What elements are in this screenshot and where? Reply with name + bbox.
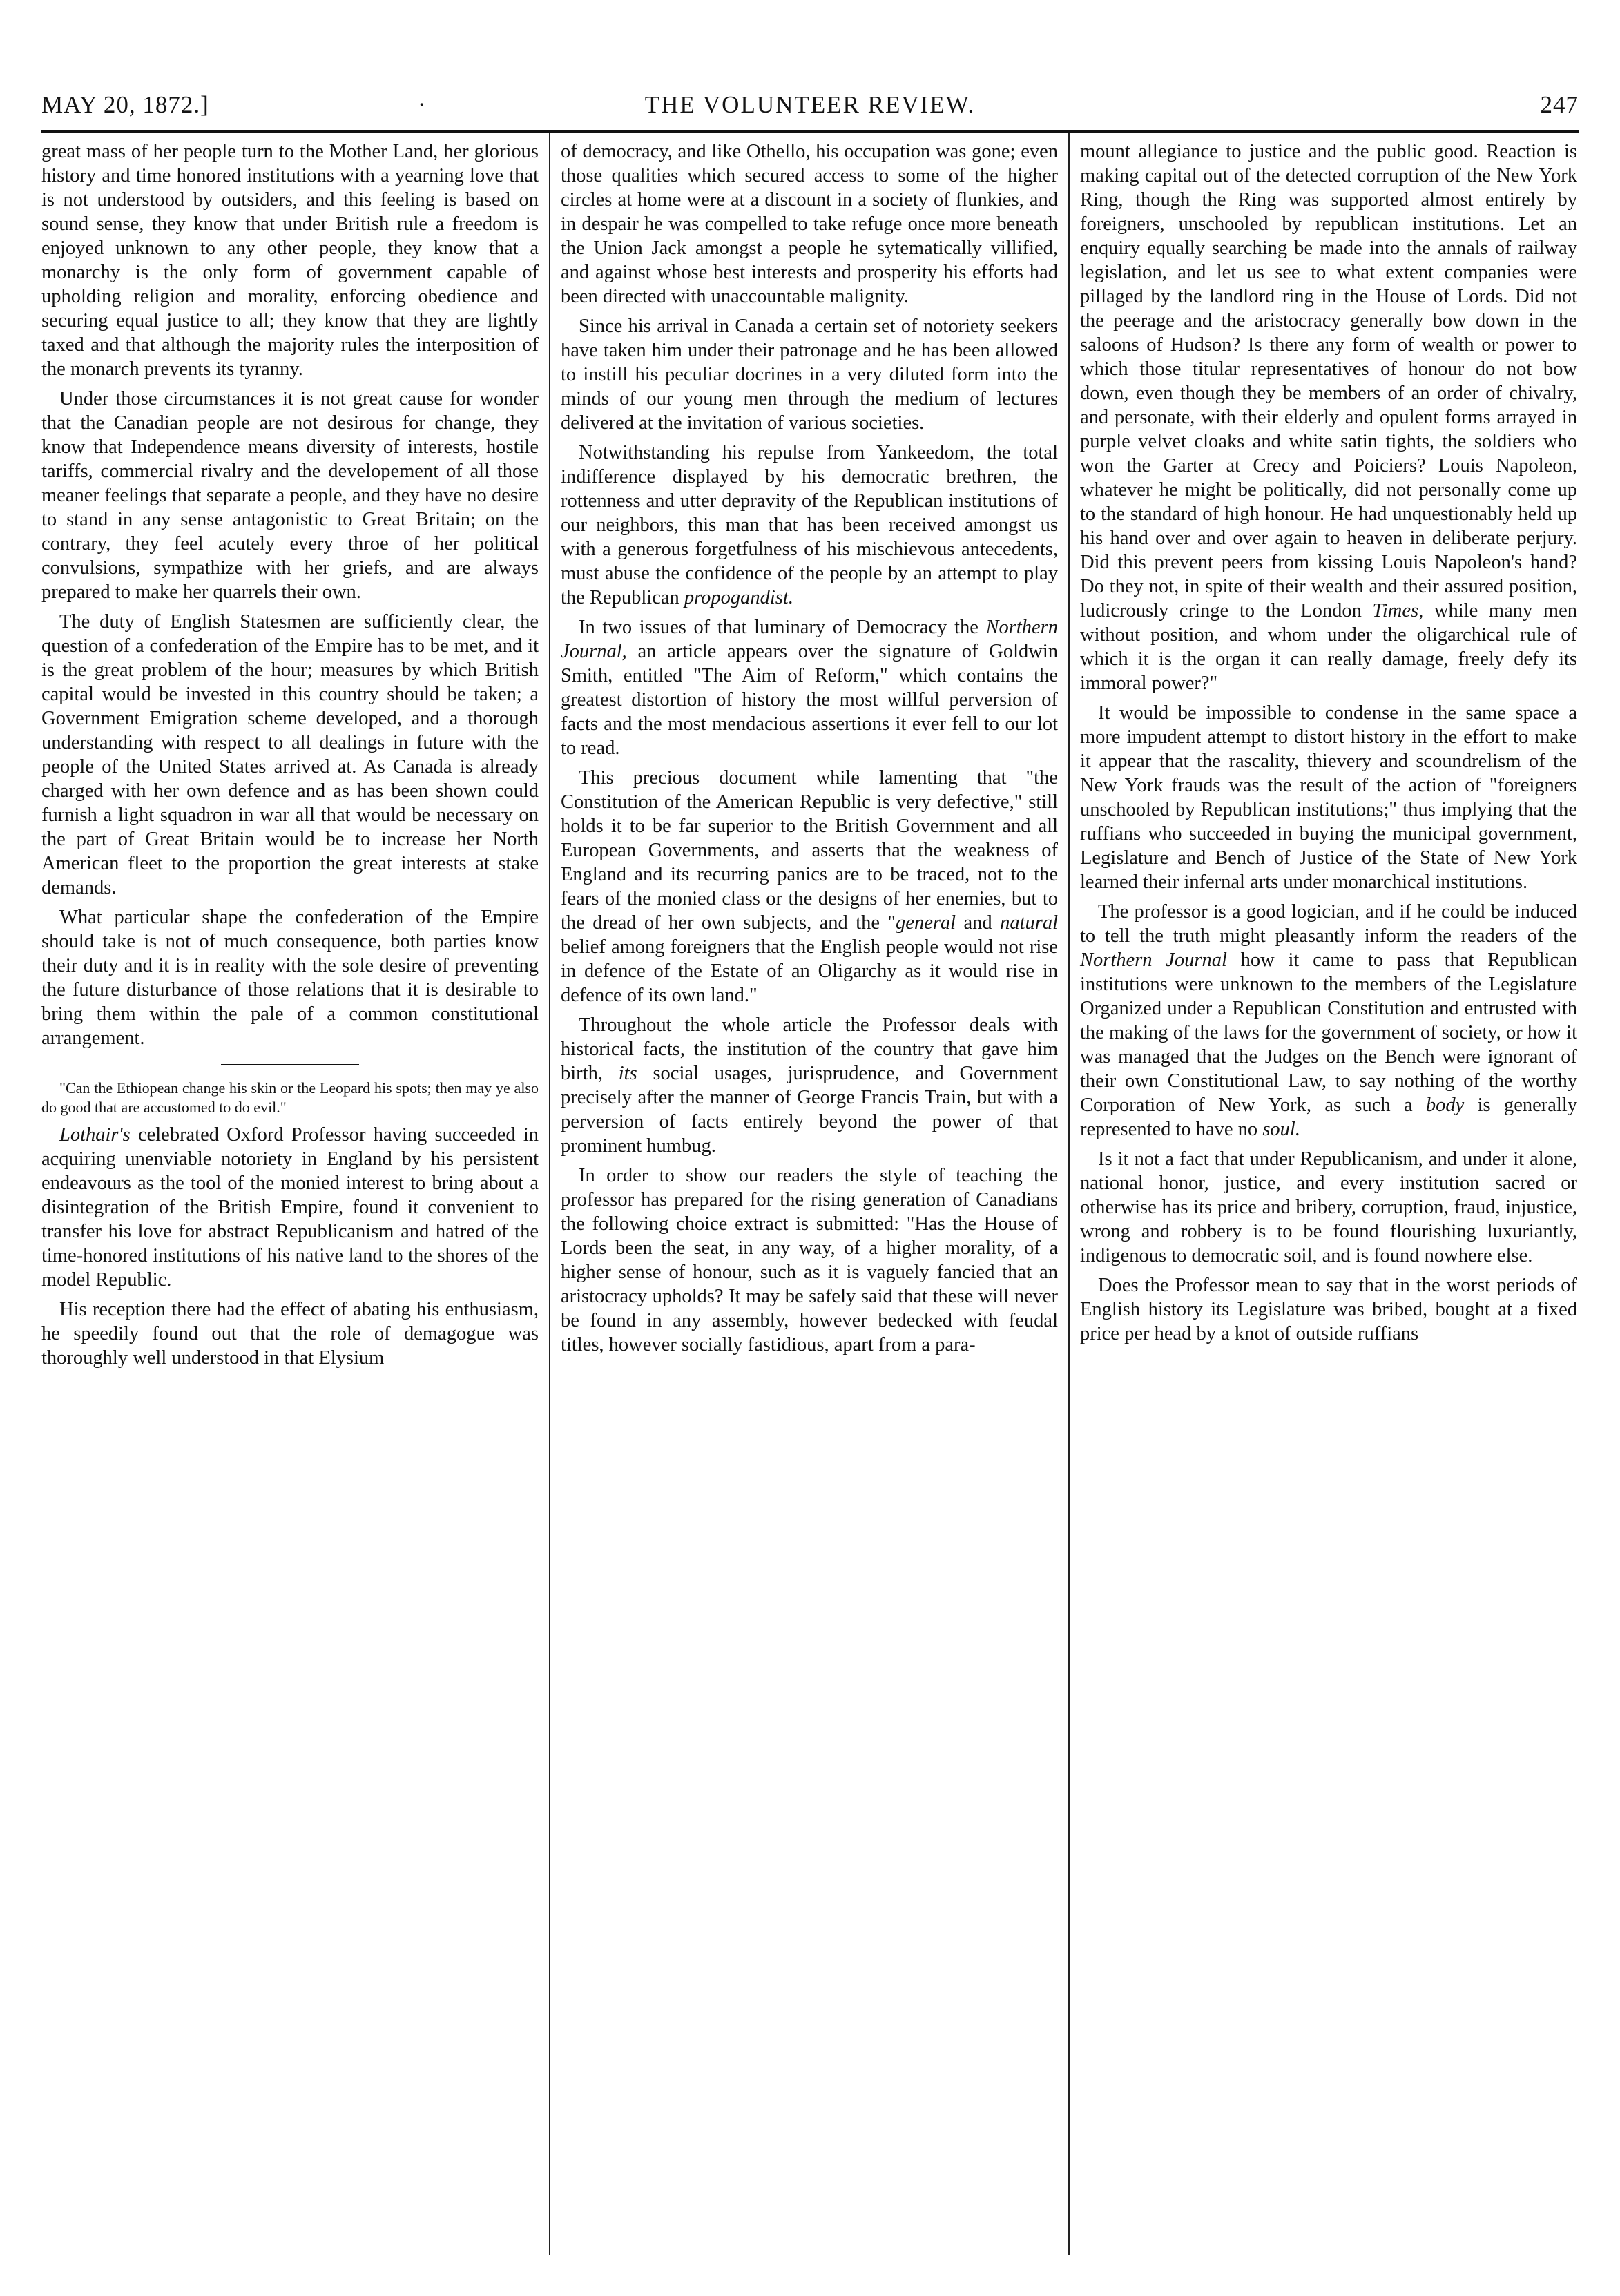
column-2 <box>561 139 1058 1362</box>
paragraph-text: This precious document while lamenting that "the Constitution of the American Republic is very defective," still holds it to be far superior to the British Government and all European Governments, and asserts that the weakness of England and its recurring panics are to be traced, not to the fears of the monied class or the designs of her enemies, but to the dread of her own subjects, and the " <box>561 767 1058 934</box>
emphasis: natural <box>1000 912 1058 934</box>
paragraph-text: is generally represented to have no <box>1080 1094 1577 1140</box>
emphasis: soul. <box>1262 1119 1300 1140</box>
paragraph: great mass of her people turn to the Mother Land, her glorious history and time honored institutions with a yearning love that is not understood by outsiders, and this feeling is based on sound sense, they know that under British rule a freedom is enjoyed unknown to any other people, they know that a monarchy is the only form of government capable of upholding religion and morality, enforcing obedience and securing equal justice to all; they know that they are lightly taxed and that although the majority rules the interposition of the monarch prevents its tyranny. <box>41 141 539 380</box>
paragraph: Is it not a fact that under Republicanism, and under it alone, national honor, justice, and every institution sacred or otherwise has its price and bribery, corruption, fraud, injustice, wrong and robbery is to be found flourishing luxuriantly, indigenous to democratic soil, and is found nowhere else. <box>1080 1148 1577 1266</box>
paragraph <box>561 1013 1058 1158</box>
paragraph <box>41 1123 539 1292</box>
paragraph <box>1080 139 1577 695</box>
emphasis: its <box>618 1063 637 1084</box>
header-dot: · <box>418 91 427 118</box>
paragraph-text: how it came to pass that Republican institutions were unknown to the members of the Legislature Organized under a Republican Constitution and entrusted with the making of the laws for the government of society, or how it was managed that the Judges on the Bench were ignorant of their own Constitutional Law, to say nothing of the worthy Corporation of New York, as such a <box>1080 949 1577 1116</box>
emphasis: body <box>1425 1094 1465 1116</box>
paragraph-text: The professor is a good logician, and if he could be induced to tell the truth might pleasantly inform the readers of the <box>1080 901 1577 947</box>
paragraph-text: and <box>956 912 1001 934</box>
paragraph-text: Notwithstanding his repulse from Yankeedom, the total indifference displayed by his democratic brethren, the rottenness and utter depravity of the Republican institutions of our neighbors, this man that has been received amongst us with a generous forgetfulness of his mischievous antecedents, must abuse the confidence of the people by an attempt to play the Republican <box>561 442 1058 608</box>
emphasis: Times, <box>1372 600 1424 621</box>
section-separator <box>221 1063 359 1070</box>
column-1 <box>41 139 539 1376</box>
paragraph-text: social usages, jurisprudence, and Government precisely after the manner of George Francis Train, but with a perversion of facts entirely beyond the power of that prominent humbug. <box>561 1063 1058 1157</box>
paragraph: of democracy, and like Othello, his occupation was gone; even those qualities which secured access to some of the higher circles at home were at a discount in a society of flunkies, and in despair he was compelled to take refuge once more beneath the Union Jack amongst a people he sytematically villified, and against whose best interests and prosperity his efforts had been directed with unaccountable malignity. <box>561 141 1058 307</box>
paragraph-text: Throughout the whole article the Professor deals with historical facts, the institution of the country that gave him birth, <box>561 1014 1058 1084</box>
epigraph: "Can the Ethiopean change his skin or the Leopard his spots; then may ye also do good that are accustomed to do evil." <box>41 1079 539 1116</box>
paragraph: Since his arrival in Canada a certain set of notoriety seekers have taken him under their patronage and he has been allowed to instill his peculiar docrines in a very diluted form into the minds of our young men through the medium of lectures delivered at the invitation of various societies. <box>561 316 1058 434</box>
paragraph: His reception there had the effect of abating his enthusiasm, he speedily found out that the role of demagogue was thoroughly well understood in that Elysium <box>41 1299 539 1369</box>
paragraph-text: an article appears over the signature of Goldwin Smith, entitled "The Aim of Reform," which contains the greatest distortion of history the most willful perversion of facts and the most mendacious assertions it ever fell to our lot to read. <box>561 641 1058 759</box>
emphasis: general <box>896 912 956 934</box>
page-number: 247 <box>1540 91 1579 118</box>
page-header <box>41 91 1579 130</box>
column-3 <box>1080 139 1577 1351</box>
paragraph-text: while many men without position, and whom under the oligarchical rule of which it is the organ it can really damage, freely defy its immoral power?" <box>1080 600 1577 694</box>
paragraph: What particular shape the confederation of the Empire should take is not of much consequence, both parties know their duty and it is in reality with the sole desire of preventing the future disturbance of those relations that it is desirable to bring them within the pale of a common constitutional arrangement. <box>41 907 539 1049</box>
paragraph: It would be impossible to condense in the same space a more impudent attempt to distort history in the effort to make it appear that the rascality, thievery and scoundrelism of the New York frauds was the result of the action of "foreigners unschooled by Republican institutions;" thus implying that the ruffians who succeeded in buying the municipal government, Legislature and Bench of Justice of the State of New York learned their infernal arts under monarchical institutions. <box>1080 702 1577 893</box>
emphasis: Northern Journal <box>1080 949 1227 971</box>
masthead-title: THE VOLUNTEER REVIEW. <box>644 91 976 118</box>
paragraph <box>561 766 1058 1007</box>
paragraph: The duty of English Statesmen are sufficiently clear, the question of a confederation of the Empire has to be met, and it is the great problem of the hour; measures by which British capital would be invested in this country should be taken; a Government Emigration scheme developed, and a thorough understanding with respect to all dealings in future with the people of the United States arrived at. As Canada is already charged with her own defence and as has been shown could furnish a light squadron in war all that would be necessary on the part of Great Britain would be to increase her North American fleet to the proportion the great interests at stake demands. <box>41 611 539 898</box>
paragraph <box>1080 900 1577 1141</box>
paragraph: In order to show our readers the style of teaching the professor has prepared for the rising generation of Canadians the following choice extract is submitted: "Has the House of Lords been the seat, in any way, of a higher morality, of a higher sense of honour, such as it is vaguely fancied that an aristocracy upholds? It may be safely said that these will never be found in any assembly, however bedecked with feudal titles, however socially fastidious, apart from a para- <box>561 1165 1058 1356</box>
paragraph: Under those circumstances it is not great cause for wonder that the Canadian people are not desirous for change, they know that Independence means diversity of interests, hostile tariffs, commercial rivalry and the developement of all those meaner feelings that separate a people, and they have no desire to stand in any sense antagonistic to Great Britain; on the contrary, they feel acutely every throe of her political convulsions, sympathize with her griefs, and are always prepared to make her quarrels their own. <box>41 388 539 603</box>
paragraph-text: In two issues of that luminary of Democracy the <box>579 617 986 638</box>
paragraph <box>561 441 1058 610</box>
emphasis: Northern Journal, <box>561 617 1058 662</box>
emphasis: Lothair's <box>59 1124 131 1146</box>
issue-date: MAY 20, 1872.] <box>41 91 209 118</box>
paragraph-text: belief among foreigners that the English people would not rise in defence of the Estate of an Oligarchy as it would rise in defence of its own land." <box>561 936 1058 1006</box>
paragraph-text: celebrated Oxford Professor having succeeded in acquiring unenviable notoriety in England by his persistent endeavours as the tool of the monied interest to bring about a disintegration of the British Empire, found it convenient to transfer his love for abstract Republicanism and hatred of the time-honored institutions of his native land to the shores of the model Republic. <box>41 1124 539 1291</box>
header-rule <box>41 130 1579 133</box>
emphasis: propogandist. <box>684 587 793 608</box>
paragraph: Does the Professor mean to say that in the worst periods of English history its Legislature was bribed, bought at a fixed price per head by a knot of outside ruffians <box>1080 1275 1577 1344</box>
column-divider-1 <box>549 133 550 2255</box>
column-divider-2 <box>1068 133 1070 2255</box>
paragraph <box>561 615 1058 760</box>
paragraph-text: mount allegiance to justice and the public good. Reaction is making capital out of the detected corruption of the New York Ring, though the Ring was supported almost entirely by foreigners, unschooled by republican institutions. Let an enquiry equally searching be made into the annals of railway legislation, and let us see to what extent companies were pillaged by the landlord ring in the House of Lords. Did not the peerage and the aristocracy generally bow down in the saloons of Hudson? Is there any form of wealth or power to which those titular representatives of honour do not bow down, even though they be members of an order of chivalry, and personate, with their elderly and opulent forms arrayed in purple velvet cloaks and white satin tights, the soldiers who won the Garter at Crecy and Poiciers? Louis Napoleon, whatever he might be politically, did not personally come up to the standard of high honour. He had unquestionably held up his hand over and over again to heaven in deliberate perjury. Did this prevent peers from kissing Louis Napoleon's hand? Do they not, in spite of their wealth and their assured position, ludicrously cringe to the London <box>1080 141 1577 621</box>
